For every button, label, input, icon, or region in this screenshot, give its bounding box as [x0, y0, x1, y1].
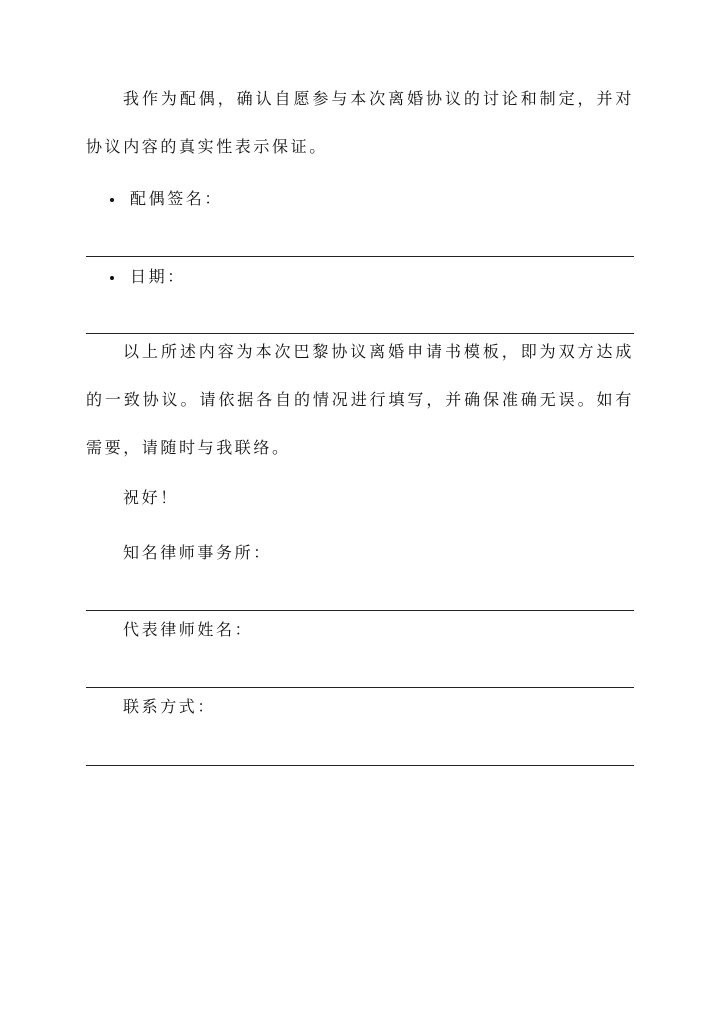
date-label: 日期： — [130, 267, 186, 286]
bullet-dot — [110, 198, 114, 202]
bullet-dot — [110, 276, 114, 280]
contact-label: 联系方式： — [123, 697, 217, 716]
contact-field-line — [86, 765, 634, 766]
closing-paragraph: 以上所述内容为本次巴黎协议离婚申请书模板，即为双方达成的一致协议。请依据各自的情况进行填写，并确保准确无误。如有需要，请随时与我联络。 — [86, 342, 634, 457]
spouse-confirmation-paragraph: 我作为配偶，确认自愿参与本次离婚协议的讨论和制定，并对协议内容的真实性表示保证。 — [86, 89, 634, 156]
lawyer-name-label: 代表律师姓名： — [123, 620, 254, 639]
spouse-signature-label: 配偶签名： — [130, 189, 224, 208]
law-firm-field-line — [86, 610, 634, 611]
spouse-signature-field-line — [86, 256, 634, 257]
lawyer-name-field-line — [86, 687, 634, 688]
law-firm-label: 知名律师事务所： — [123, 543, 272, 562]
greeting-text: 祝好！ — [123, 488, 179, 507]
